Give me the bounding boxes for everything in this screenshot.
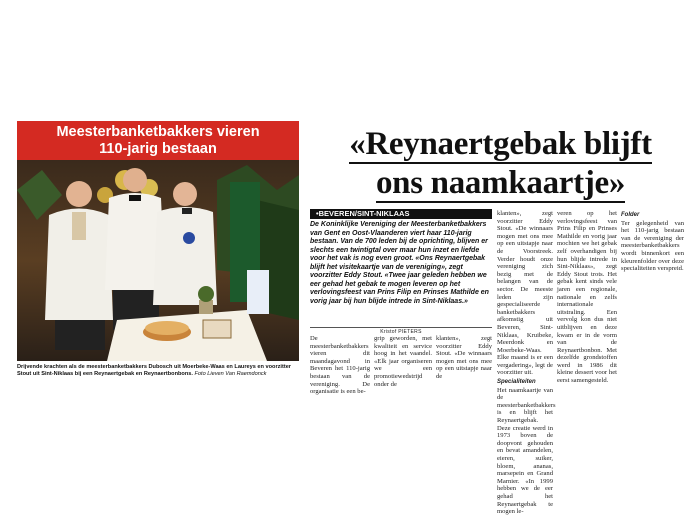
column-2-text: grip geworden, met kwaliteit en service hoog in het vaandel. «Elk jaar organiseren we een promotiewedstrijd onder de xyxy=(374,335,432,388)
article-column-5 xyxy=(557,210,617,385)
article-column-1 xyxy=(310,335,370,396)
headline-line-1: «Reynaertgebak blijft xyxy=(349,126,652,162)
article-column-3 xyxy=(436,335,492,381)
subheading-folder: Folder xyxy=(621,212,640,218)
column-1-text: De meesterbanketbakkers vieren dit maandagavond in Beveren het 110-jarig bestaan van de vereniging. De organisatie is een be- xyxy=(310,335,370,396)
headline-line-2: ons naamkaartje» xyxy=(375,165,626,201)
column-4-text-1: klanten», zegt voorzitter Eddy Stout. «De winnaars mogen met ons mee op een uitstapje naar de Voorstreek. Verder houdt onze vereniging zich bezig met de belangen van de sector. De meeste leden zijn gespecialiseerde banketbakkers afkomstig uit Beveren, Sint-Niklaas, Kruibeke, Meerdonk en Moerbeke-Waas. Elke maand is er een vergadering», legt de voorzitter uit. xyxy=(497,210,553,377)
photo-banner xyxy=(17,121,299,160)
article-column-6 xyxy=(621,210,684,273)
article-column-4 xyxy=(497,210,556,516)
photo-credit: Foto Lieven Van Raemdonck xyxy=(194,371,267,378)
caption-text: Drijvende krachten als de meesterbanketbakkers Dubosch uit Moerbeke-Waas en Laureys en voorzitter Stout uit Sint-Niklaas bij een Reynaertgebak en Reynaertbonbons. xyxy=(17,364,291,378)
banner-line-2: 110-jarig bestaan xyxy=(99,141,217,157)
headline xyxy=(308,126,693,204)
photo-caption xyxy=(17,364,299,378)
column-6-text: Ter gelegenheid van het 110-jarig bestaan van de vereniging der meesterbanketbakkers wordt binnenkort een kleurenfolder over deze specialiteiten verspreid. xyxy=(621,219,684,273)
subheading-specialiteiten: Specialiteiten xyxy=(497,379,536,386)
byline: Kristof PIETERS xyxy=(310,327,492,335)
photo-image xyxy=(17,160,299,361)
column-3-text: klanten», zegt voorzitter Eddy Stout. «De winnaars mogen met ons mee op een uitstapje naar de xyxy=(436,335,492,380)
article-column-2 xyxy=(374,335,432,388)
section-tag: •BEVEREN/SINT-NIKLAAS xyxy=(310,209,492,219)
column-4-text-2: Het naamkaartje van de meesterbanketbakkers is en blijft het Reynaertgebak. Deze creatie werd in 1973 boven de doopvont gehouden en bevat amandelen, eieren, suiker, bloem, ananas, marsepein en Grand Marnier. «In 1999 hebben we de eer gehad het Reynaertgebak te mogen le- xyxy=(497,386,556,516)
banner-line-1: Meesterbanketbakkers vieren xyxy=(56,124,260,140)
photo-panel xyxy=(17,121,299,391)
group-photo-illustration xyxy=(17,160,299,361)
lead-paragraph: De Koninklijke Vereniging der Meesterbanketbakkers van Gent en Oost-Vlaanderen viert haar 110-jarig bestaan. Van de 700 leden bij de oprichting, blijven er slechts een twintigtal over maar hun inzet en liefde voor het vak is nog even groot. «Ons Reynaertgebak blijft het visitekaartje van de vereniging», zegt voorzitter Eddy Stout. «Twee jaar geleden hebben we eer gehad het gebak te mogen leveren op het verlovingsfeest van Prins Filip en Prinses Mathilde en vorig jaar bij hun blijde intrede in Sint-Niklaas.» xyxy=(310,221,489,305)
column-5-text-1: veren op het verlovingsfeest van Prins Filip en Prinses Mathilde en vorig jaar mochten we het gebak zelf overhandigen bij hun blijde intrede in Sint-Niklaas», zegt Eddy Stout trots. Het gebak kent sinds vele jaren een regionale, nationale en zelfs internationale uitstraling. Een vervolg kon dus niet uitblijven en deze kwam er in de vorm van de Reynaertbonbon. Met dezelfde grondstoffen werd in 1986 dit kleine dessert voor het eerst samengesteld. xyxy=(557,210,617,385)
